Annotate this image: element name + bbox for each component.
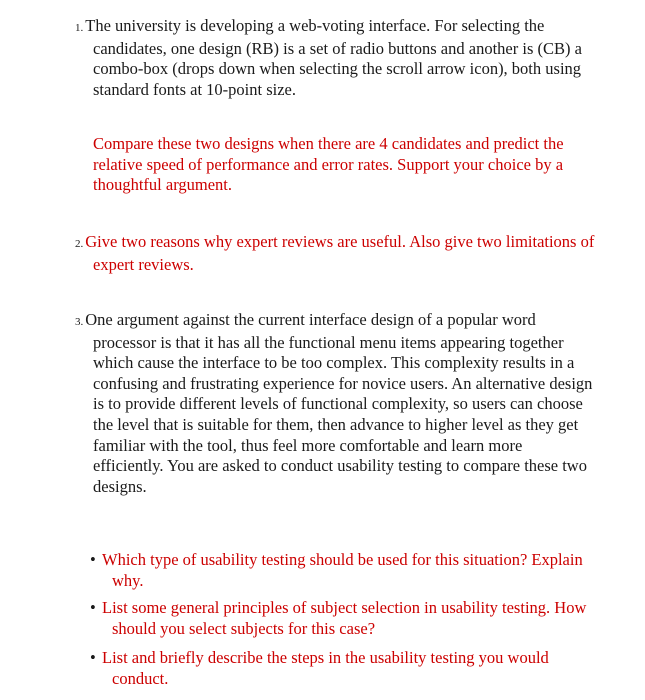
question-3 <box>75 310 595 497</box>
question-1 <box>75 16 595 100</box>
list-item <box>90 648 590 689</box>
question-1-prompt: Compare these two designs when there are 4 candidates and predict the relative speed of performance and error rates. Support your choice by a thoughtful argument. <box>93 134 564 195</box>
question-number: 2. <box>75 238 84 250</box>
question-number: 3. <box>75 316 84 328</box>
question-text: One argument against the current interface design of a popular word processor is that it has all the functional menu items appearing together which cause the interface to be too complex. This complexity results in a confusing and frustrating experience for novice users. An alternative design is to provide different levels of functional complexity, so users can choose the level that is suitable for them, then advance to higher level as they get familiar with the tool, thus feel more comfortable and learn more efficiently. You are asked to conduct usability testing to compare these two designs. <box>85 310 593 496</box>
list-item-text: List and briefly describe the steps in the usability testing you would conduct. <box>102 648 549 688</box>
list-item-text: List some general principles of subject selection in usability testing. How should you select subjects for this case? <box>102 598 587 638</box>
question-text: The university is developing a web-voting interface. For selecting the candidates, one design (RB) is a set of radio buttons and another is (CB) a combo-box (drops down when selecting the scroll arrow icon), both using standard fonts at 10-point size. <box>85 16 582 99</box>
list-item-text: Which type of usability testing should be used for this situation? Explain why. <box>102 550 583 590</box>
question-number: 1. <box>75 22 84 34</box>
question-2 <box>75 232 595 275</box>
bullet-icon: • <box>90 598 96 617</box>
list-item <box>90 550 590 591</box>
bullet-icon: • <box>90 648 96 667</box>
list-item <box>90 598 590 639</box>
question-text: Give two reasons why expert reviews are useful. Also give two limitations of expert reviews. <box>85 232 595 274</box>
bullet-icon: • <box>90 550 96 569</box>
